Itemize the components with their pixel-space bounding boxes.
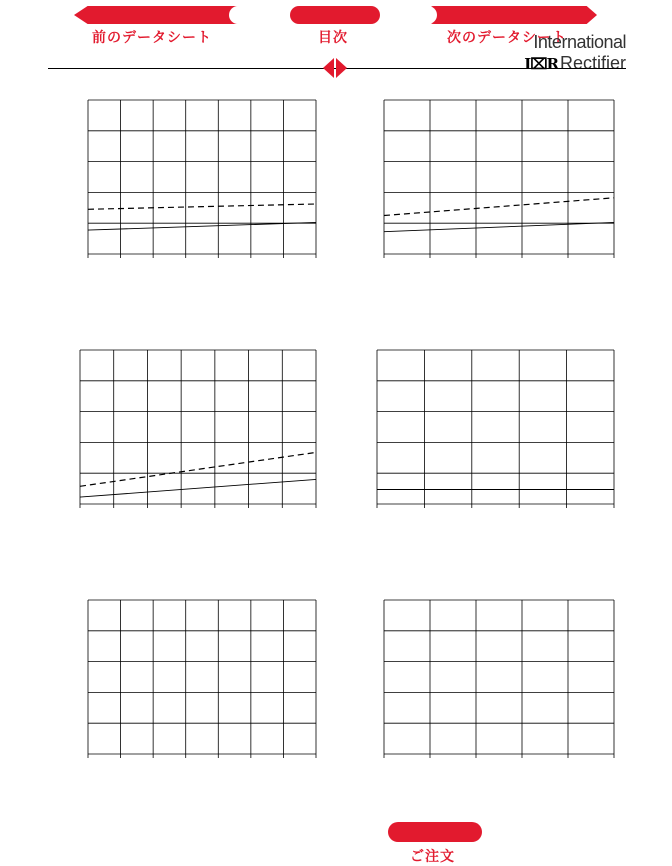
chart-top-right [384,100,614,258]
series-solid-line [80,479,316,497]
series-dashed-line [80,452,316,486]
logo-line-rectifier: Rectifier [559,53,626,73]
chart-bottom-left [88,600,316,758]
chart-grid [80,350,316,508]
order-label[interactable]: ご注文 [410,849,455,865]
chart-grid [88,600,316,758]
chart-grid [88,100,316,258]
chart-grid [377,350,614,508]
prev-datasheet-button[interactable] [74,6,244,24]
series-dashed-line [88,204,316,209]
chart-top-left [88,100,316,258]
prev-datasheet-label[interactable]: 前のデータシート [92,30,212,46]
page-arrows-icon[interactable] [322,57,348,79]
next-datasheet-label[interactable]: 次のデータシート [447,30,567,46]
order-button[interactable] [388,822,482,842]
table-of-contents-label[interactable]: 目次 [318,30,348,46]
chart-middle-right [377,350,614,508]
series-dashed-line [384,198,614,216]
next-datasheet-button[interactable] [425,6,597,24]
logo-mark: I⌧R [524,55,558,73]
logo-line-international: International [533,32,626,52]
table-of-contents-button[interactable] [290,6,380,24]
chart-grid [384,100,614,258]
chart-middle-left [80,350,316,508]
chart-grid [384,600,614,758]
series-solid-line [384,222,614,231]
chart-bottom-right [384,600,614,758]
